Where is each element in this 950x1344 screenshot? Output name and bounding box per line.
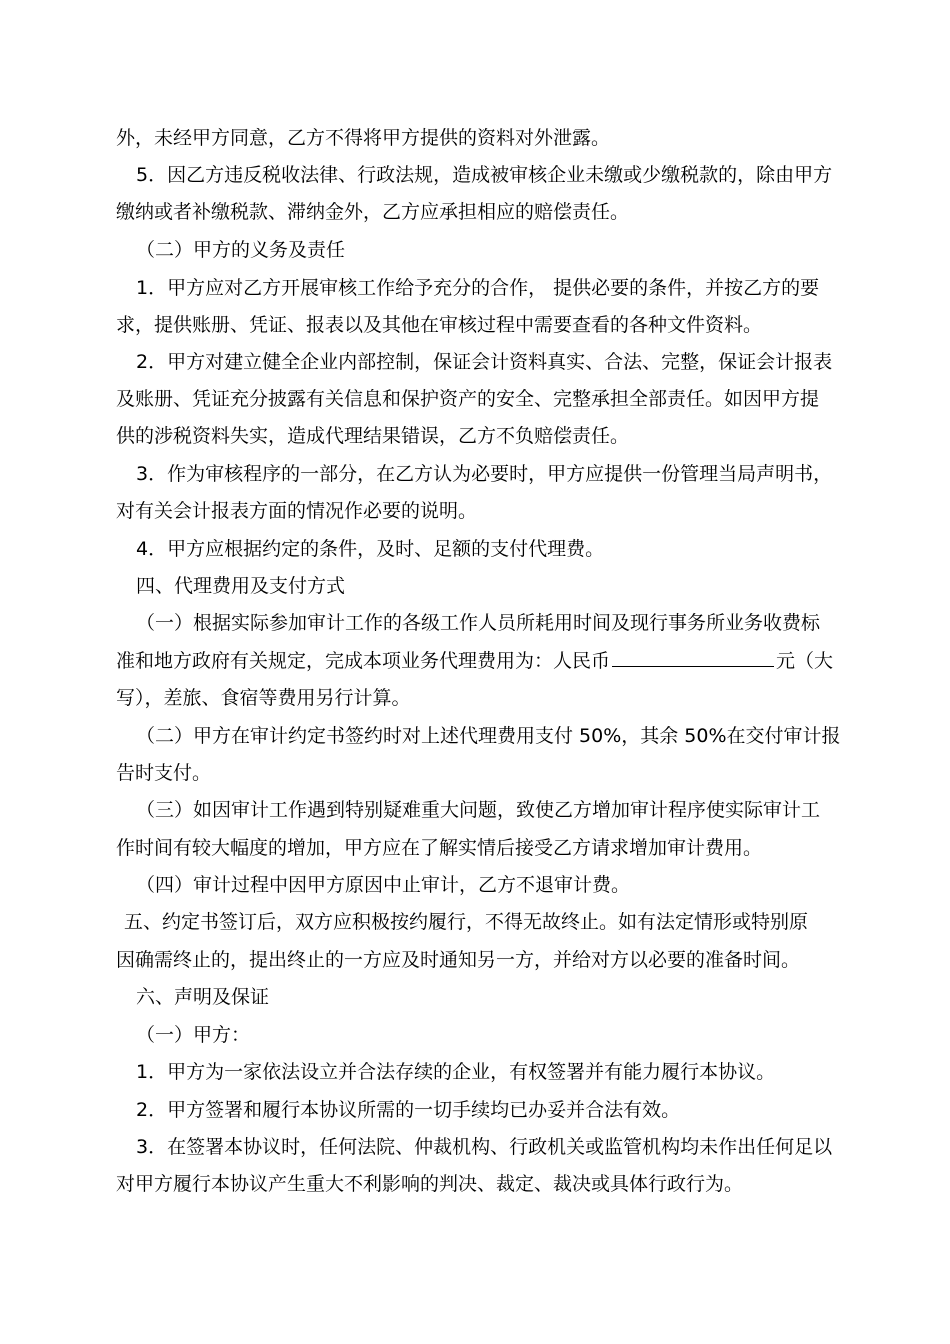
section-heading: （二）甲方的义务及责任 [136, 239, 346, 261]
section-heading: 六、声明及保证 [136, 986, 270, 1008]
paragraph-line: 作时间有较大幅度的增加，甲方应在了解实情后接受乙方请求增加审计费用。 [116, 837, 763, 859]
paragraph-line: 3．在签署本协议时，任何法院、仲裁机构、行政机关或监管机构均未作出任何足以 [136, 1136, 833, 1158]
section-heading: 四、代理费用及支付方式 [136, 575, 346, 597]
fee-line-suffix: 元（大 [776, 650, 834, 672]
paragraph-line: （二）甲方在审计约定书签约时对上述代理费用支付 50%，其余 50%在交付审计报 [136, 725, 841, 747]
paragraph-line: 5．因乙方违反税收法律、行政法规，造成被审核企业未缴或少缴税款的，除由甲方 [136, 164, 833, 186]
paragraph-line: 写），差旅、食宿等费用另行计算。 [116, 687, 411, 709]
paragraph-line-with-blank [116, 648, 846, 674]
paragraph-line: 及账册、凭证充分披露有关信息和保护资产的安全、完整承担全部责任。如因甲方提 [116, 388, 820, 410]
paragraph-line: 五、约定书签订后，双方应积极按约履行，不得无故终止。如有法定情形或特别原 [124, 911, 809, 933]
paragraph-line: 告时支付。 [116, 762, 212, 784]
paragraph-line: 缴纳或者补缴税款、滞纳金外，乙方应承担相应的赔偿责任。 [116, 201, 630, 223]
paragraph-line: 2．甲方签署和履行本协议所需的一切手续均已办妥并合法有效。 [136, 1099, 681, 1121]
paragraph-line: 1．甲方应对乙方开展审核工作给予充分的合作， 提供必要的条件，并按乙方的要 [136, 277, 820, 299]
paragraph-line: 求，提供账册、凭证、报表以及其他在审核过程中需要查看的各种文件资料。 [116, 314, 763, 336]
paragraph-line: 对有关会计报表方面的情况作必要的说明。 [116, 500, 478, 522]
paragraph-line: （三）如因审计工作遇到特别疑难重大问题，致使乙方增加审计程序使实际审计工 [136, 799, 821, 821]
paragraph-line: 3．作为审核程序的一部分，在乙方认为必要时，甲方应提供一份管理当局声明书， [136, 463, 833, 485]
fee-line-text: 准和地方政府有关规定，完成本项业务代理费用为：人民币 [116, 650, 611, 672]
paragraph-line: 供的涉税资料失实，造成代理结果错误，乙方不负赔偿责任。 [116, 425, 630, 447]
paragraph-line: 对甲方履行本协议产生重大不利影响的判决、裁定、裁决或具体行政行为。 [116, 1173, 744, 1195]
paragraph-line: 因确需终止的，提出终止的一方应及时通知另一方，并给对方以必要的准备时间。 [116, 949, 801, 971]
section-heading: （一）甲方： [136, 1024, 251, 1046]
paragraph-line: 4．甲方应根据约定的条件，及时、足额的支付代理费。 [136, 538, 605, 560]
paragraph-line: 1．甲方为一家依法设立并合法存续的企业，有权签署并有能力履行本协议。 [136, 1061, 776, 1083]
fee-amount-blank [612, 648, 774, 667]
paragraph-line: 外，未经甲方同意，乙方不得将甲方提供的资料对外泄露。 [116, 127, 611, 149]
paragraph-line: （四）审计过程中因甲方原因中止审计，乙方不退审计费。 [136, 874, 631, 896]
paragraph-line: （一）根据实际参加审计工作的各级工作人员所耗用时间及现行事务所业务收费标 [136, 612, 821, 634]
paragraph-line: 2．甲方对建立健全企业内部控制，保证会计资料真实、合法、完整，保证会计报表 [136, 351, 833, 373]
